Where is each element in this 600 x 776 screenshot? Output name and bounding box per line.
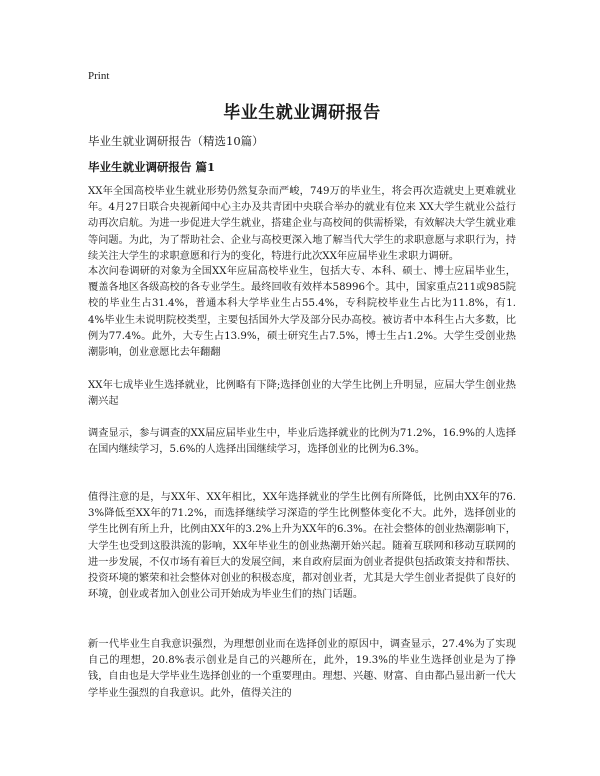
document-title: 毕业生就业调研报告 (223, 103, 381, 123)
paragraph: XX年全国高校毕业生就业形势仍然复杂而严峻，749万的毕业生，将会再次造就史上更难就业年。4月27日联合央视新闻中心主办及共青团中央联合举办的就业有位来 XX大学生就业公益行动再次启航。为进一步促进大学生就业，搭建企业与高校间的供需桥梁，有效解决大学生就业难等问题。为此，为了帮助社会、企业与高校更深入地了解当代大学生的求职意愿与求职行为，持续关注大学生的求职意愿和行为的变化，特进行此次XX年应届毕业生求职力调研。 (88, 186, 516, 262)
print-link[interactable]: Print (88, 70, 110, 82)
paragraph: 本次问卷调研的对象为全国XX年应届高校毕业生，包括大专、本科、硕士、博士应届毕业生，覆盖各地区各级高校的各专业学生。最终回收有效样本58996个。其中，国家重点211或985院校的毕业生占31.4%，普通本科大学毕业生占55.4%，专科院校毕业生占比为11.8%，有1.4%毕业生未说明院校类型，主要包括国外大学及部分民办高校。被访者中本科生占大多数，比例为77.4%。此外，大专生占13.9%，硕士研究生占7.5%，博士生占1.2%。大学生受创业热潮影响，创业意愿比去年翻翻 (88, 266, 516, 359)
paragraph: 调查显示，参与调查的XX届应届毕业生中，毕业后选择就业的比例为71.2%，16.9%的人选择在国内继续学习，5.6%的人选择出国继续学习，选择创业的比例为6.3%。 (88, 428, 516, 456)
paragraph: 新一代毕业生自我意识强烈，为理想创业而在选择创业的原因中，调查显示，27.4%为了实现自己的理想，20.8%表示创业是自己的兴趣所在，此外，19.3%的毕业生选择创业是为了挣钱，自由也是大学毕业生选择创业的一个重要理由。理想、兴趣、财富、自由都凸显出新一代大学毕业生强烈的自我意识。此外，值得关注的 (88, 639, 516, 699)
section-heading: 毕业生就业调研报告 篇1 (88, 160, 216, 174)
document-subtitle: 毕业生就业调研报告（精选10篇） (88, 134, 264, 148)
paragraph: XX年七成毕业生选择就业，比例略有下降;选择创业的大学生比例上升明显，应届大学生创业热潮兴起 (88, 380, 516, 408)
paragraph: 值得注意的是，与XX年、XX年相比，XX年选择就业的学生比例有所降低，比例由XX年的76.3%降低至XX年的71.2%，而选择继续学习深造的学生比例整体变化不大。此外，选择创业的学生比例有所上升，比例由XX年的3.2%上升为XX年的6.3%。在社会整体的创业热潮影响下，大学生也受到这股洪流的影响，XX年毕业生的创业热潮开始兴起。随着互联网和移动互联网的进一步发展，不仅市场有着巨大的发展空间，来自政府层面为创业者提供包括政策支持和帮扶、投资环境的繁荣和社会整体对创业的积极态度，都对创业者，尤其是大学生创业者提供了良好的环境，创业或者加入创业公司开始成为毕业生们的热门话题。 (88, 492, 516, 601)
